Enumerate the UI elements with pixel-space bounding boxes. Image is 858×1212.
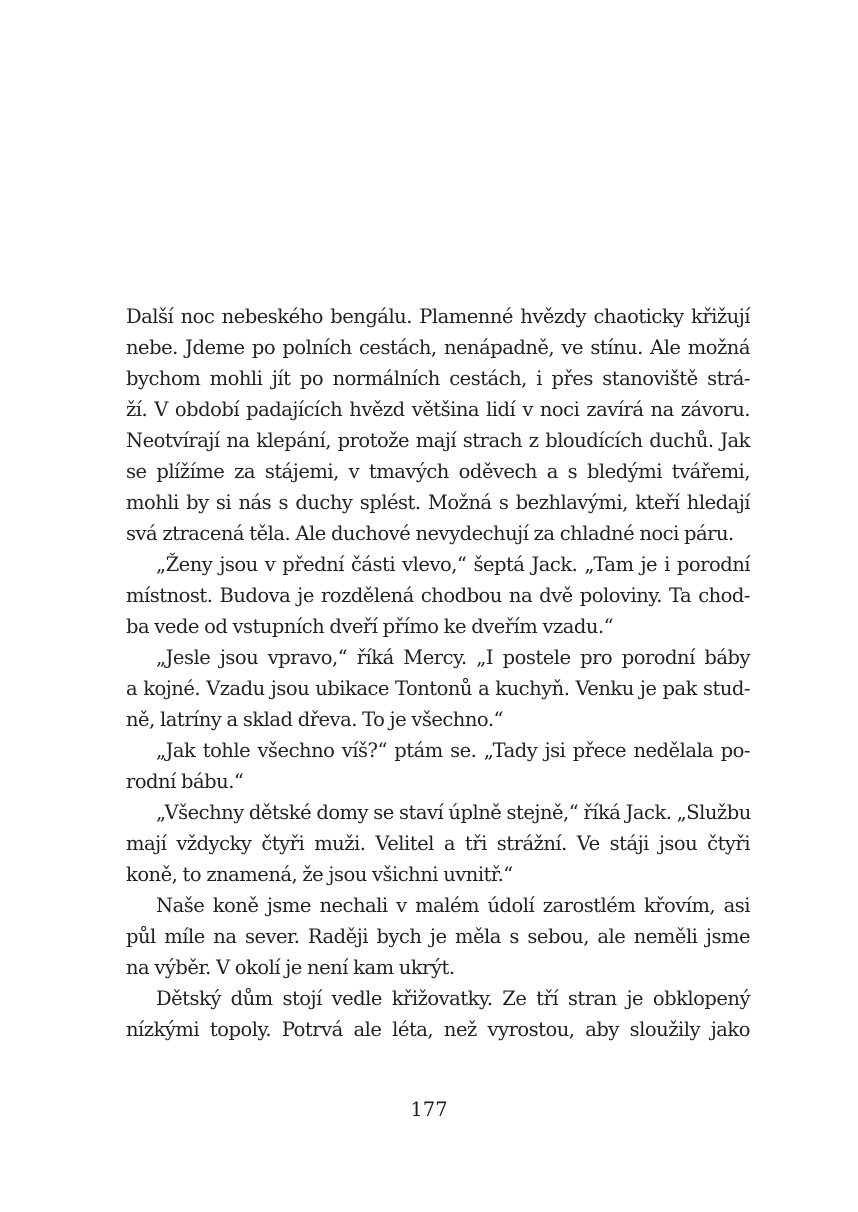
text-line: ně, latríny a sklad dřeva. To je všechno.“ (126, 708, 503, 731)
text-line: svá ztracená těla. Ale duchové nevydechují za chladné noci páru. (126, 522, 734, 545)
text-line: koně, to znamená, že jsou všichni uvnitř.“ (126, 863, 513, 886)
text-line: „Jak tohle všechno víš?“ ptám se. „Tady jsi přece nedělala po- (156, 739, 750, 762)
body-text (126, 301, 750, 1045)
text-line: „Jesle jsou vpravo,“ říká Mercy. „I postele pro porodní báby (156, 646, 750, 669)
text-line: se plížíme za stájemi, v tmavých oděvech a s bledými tvářemi, (126, 460, 750, 483)
paragraph (126, 797, 750, 890)
text-line: Neotvírají na klepání, protože mají strach z bloudících duchů. Jak (126, 429, 750, 452)
text-line: mohli by si nás s duchy splést. Možná s bezhlavými, kteří hledají (126, 491, 750, 514)
paragraph (126, 983, 750, 1045)
text-line: místnost. Budova je rozdělená chodbou na dvě poloviny. Ta chod- (126, 584, 750, 607)
text-line: „Ženy jsou v přední části vlevo,“ šeptá Jack. „Tam je i porodní (156, 553, 750, 576)
text-line: bychom mohli jít po normálních cestách, i přes stanoviště strá- (126, 367, 750, 390)
text-line: nebe. Jdeme po polních cestách, nenápadně, ve stínu. Ale možná (126, 336, 750, 359)
text-line: nízkými topoly. Potrvá ale léta, než vyrostou, aby sloužily jako (126, 1018, 750, 1041)
text-line: Naše koně jsme nechali v malém údolí zarostlém křovím, asi (156, 894, 750, 917)
paragraph (126, 890, 750, 983)
text-line: Dětský dům stojí vedle křižovatky. Ze tří stran je obklopený (156, 987, 750, 1010)
text-line: „Všechny dětské domy se staví úplně stejně,“ říká Jack. „Službu (156, 801, 751, 824)
page-number: 177 (410, 1098, 448, 1121)
paragraph (126, 735, 750, 797)
paragraph (126, 549, 750, 642)
text-line: půl míle na sever. Raději bych je měla s sebou, ale neměli jsme (126, 925, 750, 948)
text-line: ba vede od vstupních dveří přímo ke dveřím vzadu.“ (126, 615, 614, 638)
paragraph (126, 642, 750, 735)
text-line: rodní bábu.“ (126, 770, 244, 793)
text-line: a kojné. Vzadu jsou ubikace Tontonů a kuchyň. Venku je pak stud- (126, 677, 750, 700)
text-line: ží. V období padajících hvězd většina lidí v noci zavírá na závoru. (126, 398, 750, 421)
text-line: mají vždycky čtyři muži. Velitel a tři strážní. Ve stáji jsou čtyři (126, 832, 750, 855)
text-line: na výběr. V okolí je není kam ukrýt. (126, 956, 455, 979)
paragraph (126, 301, 750, 549)
text-line: Další noc nebeského bengálu. Plamenné hvězdy chaoticky křižují (126, 305, 750, 328)
